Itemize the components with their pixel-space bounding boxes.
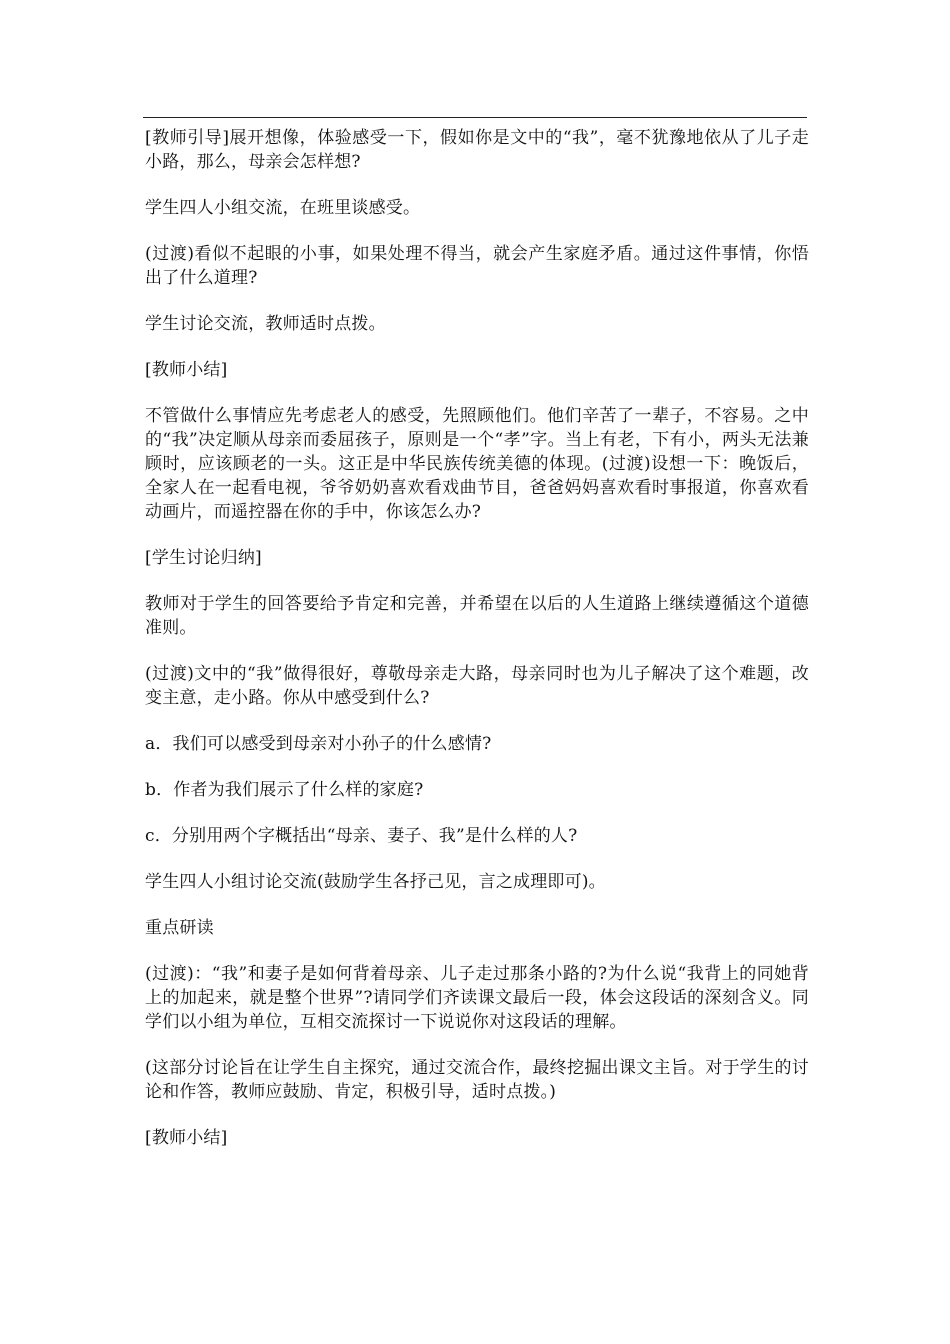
paragraph-transition-2: (过渡)文中的“我”做得很好，尊敬母亲走大路，母亲同时也为儿子解决了这个难题，改变主意，走小路。你从中感受到什么? <box>145 664 809 708</box>
paragraph-question-a: a．我们可以感受到母亲对小孙子的什么感情? <box>145 734 492 754</box>
paragraph-teacher-response: 教师对于学生的回答要给予肯定和完善，并希望在以后的人生道路上继续遵循这个道德准则。 <box>145 594 809 638</box>
paragraph-transition-1: (过渡)看似不起眼的小事，如果处理不得当，就会产生家庭矛盾。通过这件事情，你悟出了什么道理? <box>145 244 809 288</box>
paragraph-question-b: b．作者为我们展示了什么样的家庭? <box>145 780 424 800</box>
header-rule <box>143 117 807 118</box>
paragraph-group-exchange: 学生四人小组交流，在班里谈感受。 <box>145 198 421 218</box>
paragraph-discussion: 学生讨论交流，教师适时点拨。 <box>145 314 386 334</box>
paragraph-question-c: c．分别用两个字概括出“母亲、妻子、我”是什么样的人? <box>145 826 578 846</box>
paragraph-transition-3: (过渡)：“我”和妻子是如何背着母亲、儿子走过那条小路的?为什么说“我背上的同她背上的加起来，就是整个世界”?请同学们齐读课文最后一段，体会这段话的深刻含义。同学们以小组为单位，互相交流探讨一下说说你对这段话的理解。 <box>145 964 809 1032</box>
paragraph-group-discussion: 学生四人小组讨论交流(鼓励学生各抒己见，言之成理即可)。 <box>145 872 606 892</box>
paragraph-teacher-summary-heading: [教师小结] <box>145 360 228 380</box>
paragraph-student-summary-heading: [学生讨论归纳] <box>145 548 262 568</box>
paragraph-teacher-summary-heading-2: [教师小结] <box>145 1128 228 1148</box>
paragraph-teacher-guide: [教师引导]展开想像，体验感受一下，假如你是文中的“我”，毫不犹豫地依从了儿子走小路，那么，母亲会怎样想? <box>145 128 809 172</box>
paragraph-teacher-summary: 不管做什么事情应先考虑老人的感受，先照顾他们。他们辛苦了一辈子，不容易。之中的“我”决定顺从母亲而委屈孩子，原则是一个“孝”字。当上有老，下有小，两头无法兼顾时，应该顾老的一头。这正是中华民族传统美德的体现。(过渡)设想一下：晚饭后，全家人在一起看电视，爷爷奶奶喜欢看戏曲节目，爸爸妈妈喜欢看时事报道，你喜欢看动画片，而遥控器在你的手中，你该怎么办? <box>145 406 809 522</box>
paragraph-discussion-note: (这部分讨论旨在让学生自主探究，通过交流合作，最终挖掘出课文主旨。对于学生的讨论和作答，教师应鼓励、肯定，积极引导，适时点拨。) <box>145 1058 809 1102</box>
paragraph-focus-reading-heading: 重点研读 <box>145 918 214 938</box>
document-body <box>145 126 809 1172</box>
